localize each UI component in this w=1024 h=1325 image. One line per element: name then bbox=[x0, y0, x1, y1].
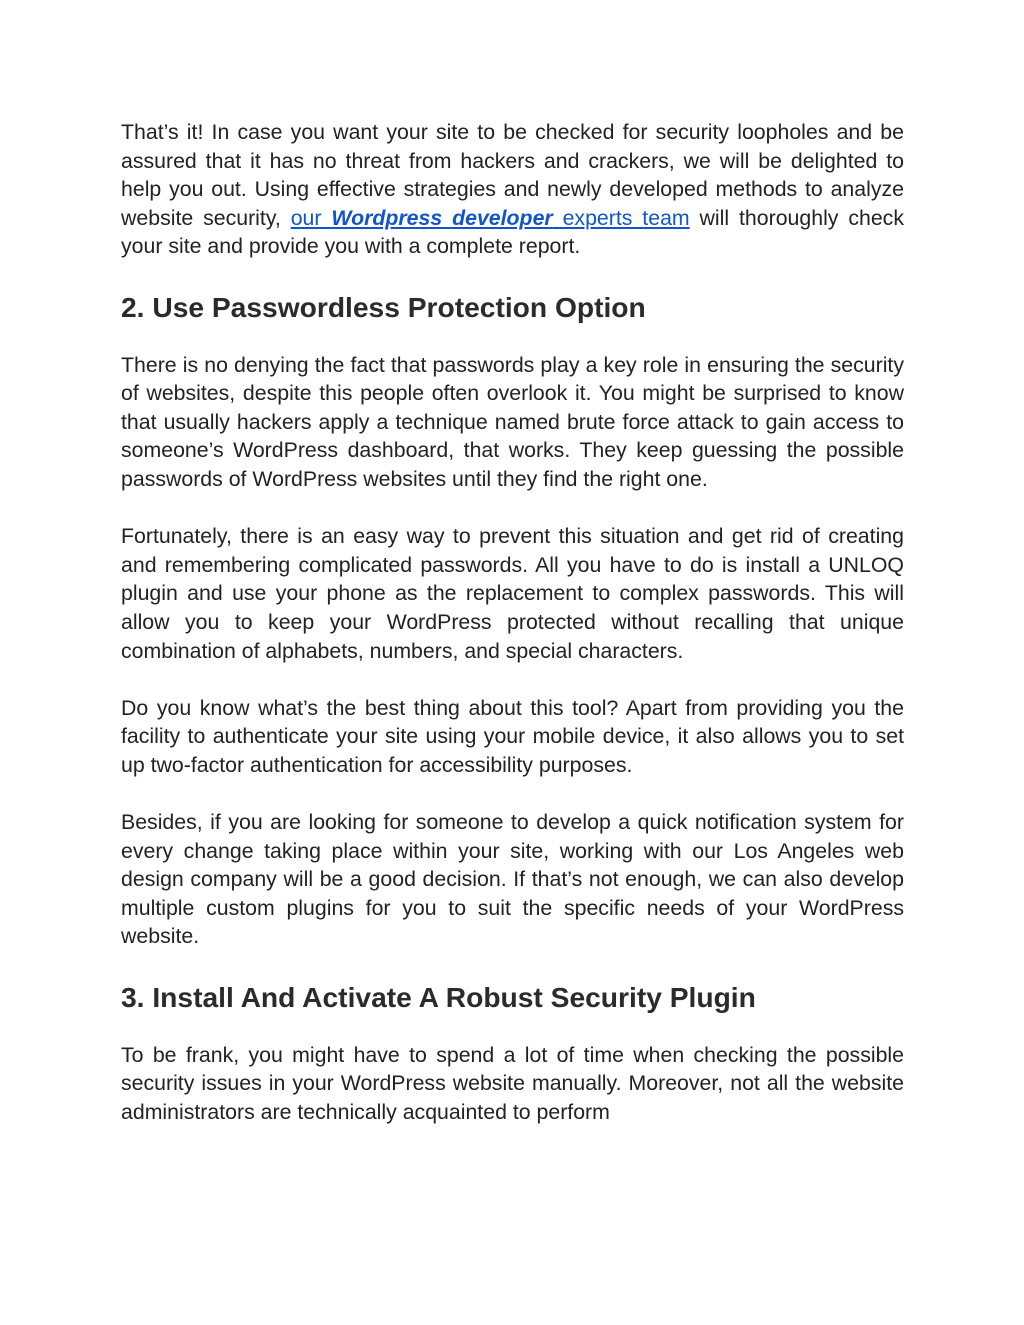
link-suffix: experts team bbox=[552, 205, 690, 230]
link-prefix: our bbox=[290, 205, 332, 230]
intro-text-before-link: That’s it! In case you want your site to be checked for security loopholes and be assured that it has no threat from hackers and crackers, we will be delighted to help you out. Using effective strategies and newly developed methods to analyze website security, bbox=[121, 120, 904, 230]
section-2-paragraph-4: Besides, if you are looking for someone to develop a quick notification system for every change taking place within your site, working with our Los Angeles web design company will be a good decision. If that’s not enough, we can also develop multiple custom plugins for you to suit the specific needs of your WordPress website. bbox=[121, 810, 904, 949]
intro-text-after-link: will thoroughly check your site and provide you with a complete report. bbox=[121, 205, 904, 259]
wordpress-developer-team-link[interactable] bbox=[291, 206, 690, 230]
section-2-heading: 2. Use Passwordless Protection Option bbox=[121, 290, 646, 323]
intro-paragraph bbox=[121, 118, 904, 261]
section-3-paragraph-1: To be frank, you might have to spend a lot of time when checking the possible security issues in your WordPress website manually. Moreover, not all the website administrators are technically acquainted to perform bbox=[121, 1042, 904, 1124]
link-bold-text: Wordpress developer bbox=[331, 205, 553, 230]
document-page bbox=[121, 118, 904, 1155]
section-2-paragraph-1: There is no denying the fact that passwords play a key role in ensuring the security of websites, despite this people often overlook it. You might be surprised to know that usually hackers apply a technique named brute force attack to gain access to someone’s WordPress dashboard, that works. They keep guessing the possible passwords of WordPress websites until they find the right one. bbox=[121, 352, 904, 491]
section-2-paragraph-2: Fortunately, there is an easy way to prevent this situation and get rid of creating and remembering complicated passwords. All you have to do is install a UNLOQ plugin and use your phone as the replacement to complex passwords. This will allow you to keep your WordPress protected without recalling that unique combination of alphabets, numbers, and special characters. bbox=[121, 524, 904, 663]
section-2-paragraph-3: Do you know what’s the best thing about this tool? Apart from providing you the facility to authenticate your site using your mobile device, it also allows you to set up two-factor authentication for accessibility purposes. bbox=[121, 695, 904, 777]
section-3-heading: 3. Install And Activate A Robust Security Plugin bbox=[121, 980, 756, 1013]
